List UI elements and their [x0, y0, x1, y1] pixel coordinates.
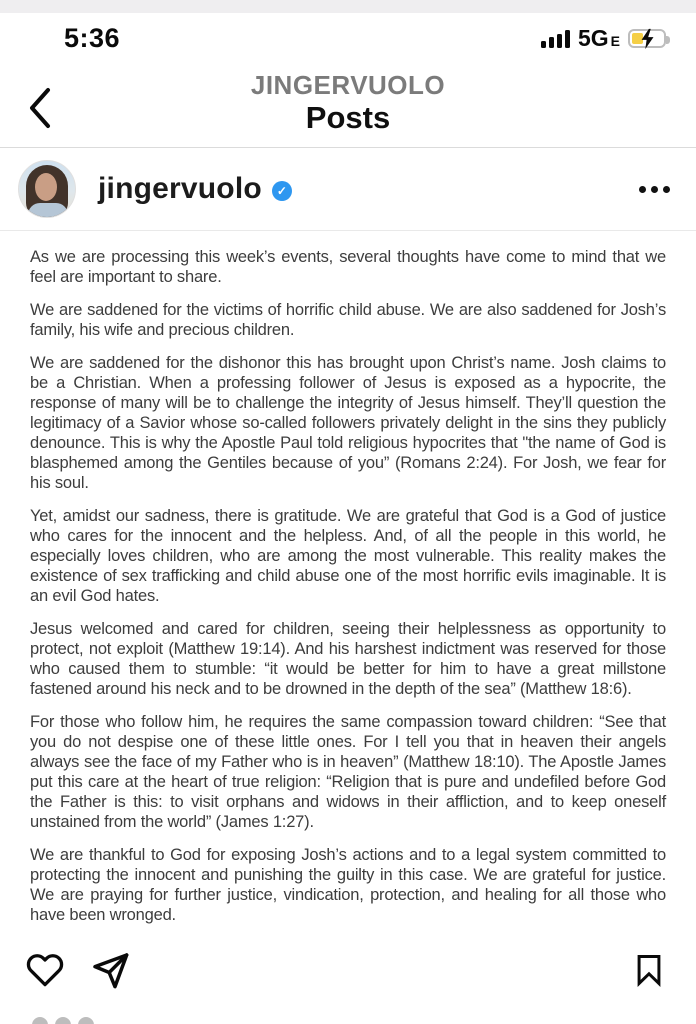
avatar-shirt: [28, 203, 68, 218]
more-options-icon[interactable]: [639, 176, 670, 203]
nav-header: [0, 60, 696, 148]
avatar-face: [35, 173, 57, 201]
verified-badge-icon: ✓: [272, 181, 292, 201]
post-paragraph: Yet, amidst our sadness, there is gratitude. We are grateful that God is a God of justice who cares for the innocent and the helpless. And, of all the people in this world, he especially loves children, who are among the most vulnerable. This reality makes the existence of sex trafficking and child abuse one of the most horrific evils imaginable. It is an evil God hates.: [30, 507, 666, 605]
like-heart-icon[interactable]: [26, 951, 64, 989]
avatar[interactable]: [18, 160, 76, 218]
clock: 5:36: [64, 23, 121, 53]
post-action-bar: [26, 950, 666, 990]
battery-cap: [666, 36, 670, 44]
network-type-label: 5G: [577, 25, 609, 51]
status-bar: [0, 13, 696, 60]
charging-bolt-icon: [637, 28, 659, 50]
status-indicators: [541, 25, 666, 52]
post-paragraph: We are saddened for the dishonor this has brought upon Christ’s name. Josh claims to be a Christian. When a professing follower of Jesus is exposed as a hypocrite, the response of many will be to challenge the integrity of Jesus himself. They’ll question the legitimacy of a Savior whose so-called followers privately delight in the sins they publicly denounce. This is why the Apostle Paul told religious hypocrites that "the name of God is blasphemed among the Gentiles because of you” (Romans 2:24). For Josh, we fear for his soul.: [30, 354, 666, 492]
page-title: Posts: [305, 100, 391, 135]
post-paragraph: For those who follow him, he requires the same compassion toward children: “See that you do not despise one of these little ones. For I tell you that in heaven their angels always see the face of my Father who is in heaven” (Matthew 18:10). The Apostle James put this care at the heart of true religion: “Religion that is pure and undefiled before God the Father is this: to visit orphans and widows in their affliction, and to keep oneself unstained from the world” (James 1:27).: [30, 713, 666, 831]
post-paragraph: We are thankful to God for exposing Josh’s actions and to a legal system committed to protecting the innocent and punishing the guilty in this case. We are grateful for justice. We are praying for further justice, vindication, protection, and healing for all those who have been wronged.: [30, 846, 666, 924]
clipped-bottom-dots: [32, 1017, 94, 1024]
post-header: [0, 148, 696, 231]
nav-titles: [0, 60, 696, 136]
nav-account-name: JINGERVUOLO: [250, 70, 446, 100]
battery-charging-icon: [628, 29, 666, 48]
cellular-signal-icon: [541, 30, 570, 48]
network-band-label: E: [610, 32, 620, 49]
username[interactable]: jingervuolo: [98, 172, 262, 205]
post-paragraph: As we are processing this week’s events, several thoughts have come to mind that we feel are important to share.: [30, 248, 666, 286]
save-bookmark-icon[interactable]: [632, 952, 666, 988]
screen-top-strip: [0, 0, 696, 13]
post-paragraph: We are saddened for the victims of horrific child abuse. We are also saddened for Josh’s family, his wife and precious children.: [30, 301, 666, 339]
share-plane-icon[interactable]: [90, 950, 130, 990]
post-caption: [0, 231, 696, 925]
back-icon[interactable]: [24, 84, 58, 132]
post-paragraph: Jesus welcomed and cared for children, seeing their helplessness as opportunity to protect, not exploit (Matthew 19:14). And his harshest indictment was reserved for those who caused them to stumble: “it would be better for him to have a great millstone fastened around his neck and to be drowned in the depth of the sea” (Matthew 18:6).: [30, 620, 666, 698]
